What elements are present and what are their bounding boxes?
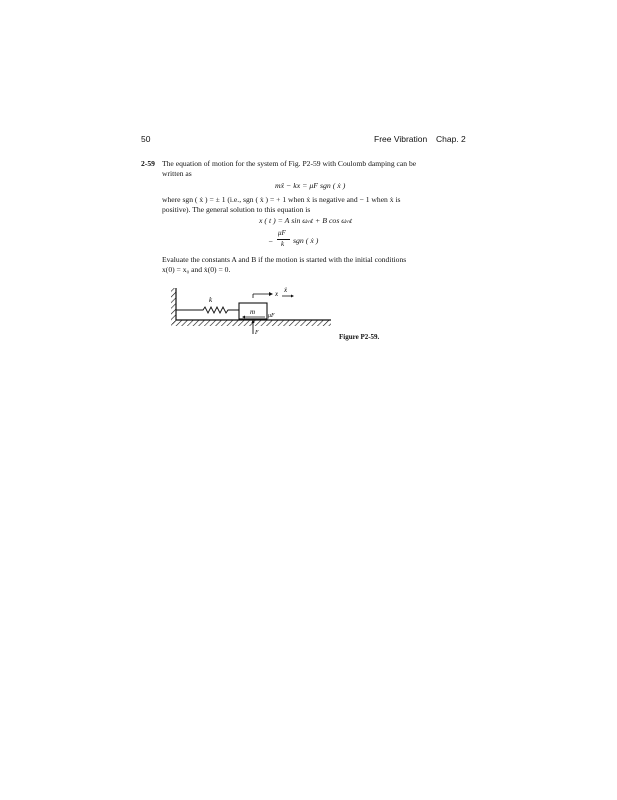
general-solution: x ( t ) = A sin ωₙt + B cos ωₙt	[259, 216, 353, 225]
figure-p2-59	[165, 280, 345, 350]
label-xdot: ẋ	[284, 286, 288, 294]
spring	[176, 307, 239, 313]
equation3-sign: −	[268, 237, 274, 246]
x-arrowhead	[269, 292, 273, 296]
running-chapter: Chap. 2	[436, 134, 466, 144]
problem-line-5: Evaluate the constants A and B if the motion is started with the initial conditions	[162, 255, 407, 264]
problem-line-1: The equation of motion for the system of Fig. P2-59 with Coulomb damping can be	[162, 159, 417, 168]
figure-caption: Figure P2-59.	[339, 333, 380, 341]
problem-line-4: positive). The general solution to this equation is	[162, 205, 311, 214]
equation3-numerator: μF	[278, 229, 286, 237]
label-mu-f: μF	[268, 313, 275, 319]
label-k: k	[209, 296, 213, 304]
label-x: x	[275, 290, 279, 298]
problem-number: 2-59	[141, 159, 155, 168]
problem-line-2: written as	[162, 169, 192, 178]
wall-hatch	[171, 288, 176, 324]
equation3-rest: sgn ( ẋ )	[293, 236, 319, 245]
page-number: 50	[141, 134, 151, 144]
ground-hatch	[171, 320, 331, 326]
equation3-denominator: k	[281, 240, 285, 248]
running-section-title: Free Vibration	[374, 134, 428, 144]
problem-line-6: x(0) = x₀ and ẋ(0) = 0.	[162, 265, 231, 274]
label-f: F	[255, 330, 259, 336]
label-m: m	[250, 308, 256, 316]
equation-of-motion: mẍ − kx = μF sgn ( ẋ )	[275, 181, 346, 190]
problem-line-3: where sgn ( ẋ ) = ± 1 (i.e., sgn ( ẋ ) = + 1 when ẋ is negative and − 1 when ẋ is	[162, 195, 401, 204]
